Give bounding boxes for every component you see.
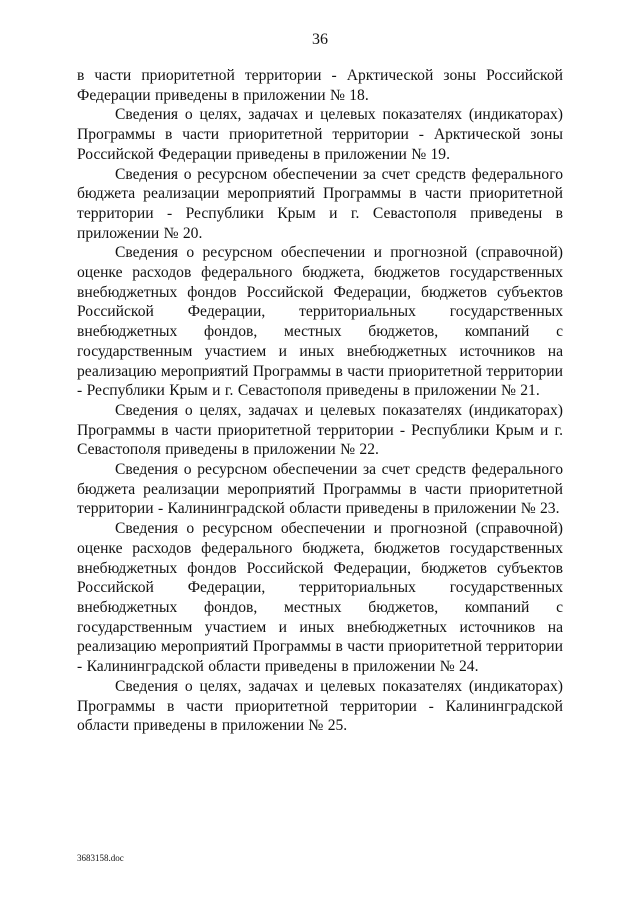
- document-body: [77, 66, 563, 736]
- paragraph: Сведения о целях, задачах и целевых показателях (индикаторах) Программы в части приоритетной территории - Республики Крым и г. Севастополя приведены в приложении № 22.: [77, 401, 563, 459]
- paragraph-continuation: в части приоритетной территории - Арктической зоны Российской Федерации приведены в приложении № 18.: [77, 67, 563, 104]
- paragraph: Сведения о ресурсном обеспечении и прогнозной (справочной) оценке расходов федерального бюджета, бюджетов государственных внебюджетных фондов Российской Федерации, бюджетов субъектов Российской Федерации, территориальных государственных внебюджетных фондов, местных бюджетов, компаний с государственным участием и иных внебюджетных источников на реализацию мероприятий Программы в части приоритетной территории - Калининградской области приведены в приложении № 24.: [77, 520, 563, 676]
- footer-doc-id: 3683158.doc: [77, 853, 124, 863]
- paragraph: Сведения о ресурсном обеспечении и прогнозной (справочной) оценке расходов федерального бюджета, бюджетов государственных внебюджетных фондов Российской Федерации, бюджетов субъектов Российской Федерации, территориальных государственных внебюджетных фондов, местных бюджетов, компаний с государственным участием и иных внебюджетных источников на реализацию мероприятий Программы в части приоритетной территории - Республики Крым и г. Севастополя приведены в приложении № 21.: [77, 244, 563, 400]
- page-number: 36: [312, 31, 328, 48]
- paragraph: Сведения о ресурсном обеспечении за счет средств федерального бюджета реализации мероприятий Программы в части приоритетной территории - Калининградской области приведены в приложении № 23.: [77, 461, 563, 518]
- paragraph: Сведения о целях, задачах и целевых показателях (индикаторах) Программы в части приоритетной территории - Арктической зоны Российской Федерации приведены в приложении № 19.: [77, 106, 563, 163]
- paragraph: Сведения о целях, задачах и целевых показателях (индикаторах) Программы в части приоритетной территории - Калининградской области приведены в приложении № 25.: [77, 677, 563, 735]
- paragraph: Сведения о ресурсном обеспечении за счет средств федерального бюджета реализации мероприятий Программы в части приоритетной территории - Республики Крым и г. Севастополя приведены в приложении № 20.: [77, 165, 563, 242]
